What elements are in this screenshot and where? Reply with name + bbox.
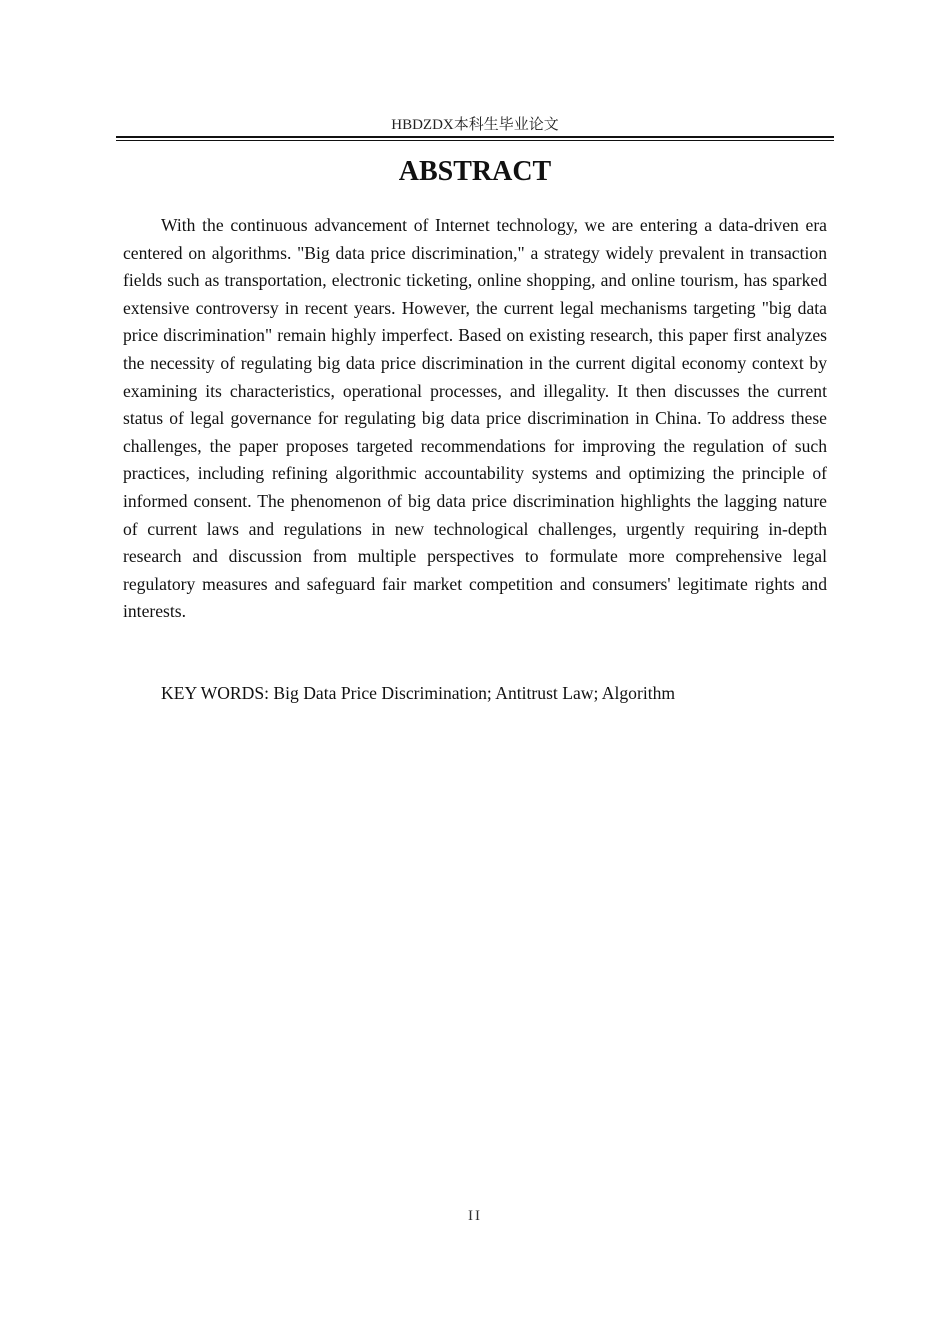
header-rule bbox=[116, 136, 834, 138]
abstract-body: With the continuous advancement of Internet technology, we are entering a data-driven era centered on algorithms. "Big data price discrimination," a strategy widely prevalent in transaction fields such as transportation, electronic ticketing, online shopping, and online tourism, has sparked extensive controversy in recent years. However, the current legal mechanisms targeting "big data price discrimination" remain highly imperfect. Based on existing research, this paper first analyzes the necessity of regulating big data price discrimination in the current digital economy context by examining its characteristics, operational processes, and illegality. It then discusses the current status of legal governance for regulating big data price discrimination in China. To address these challenges, the paper proposes targeted recommendations for improving the regulation of such practices, including refining algorithmic accountability systems and optimizing the principle of informed consent. The phenomenon of big data price discrimination highlights the lagging nature of current laws and regulations in new technological challenges, urgently requiring in-depth research and discussion from multiple perspectives to formulate more comprehensive legal regulatory measures and safeguard fair market competition and consumers' legitimate rights and interests. bbox=[123, 215, 827, 622]
page-number: II bbox=[468, 1208, 482, 1224]
abstract-title: ABSTRACT bbox=[398, 156, 552, 187]
running-header: HBDZDX本科生毕业论文 bbox=[391, 117, 559, 133]
keywords: KEY WORDS: Big Data Price Discrimination; Antitrust Law; Algorithm bbox=[161, 683, 676, 703]
header-rule-thin bbox=[116, 140, 834, 141]
